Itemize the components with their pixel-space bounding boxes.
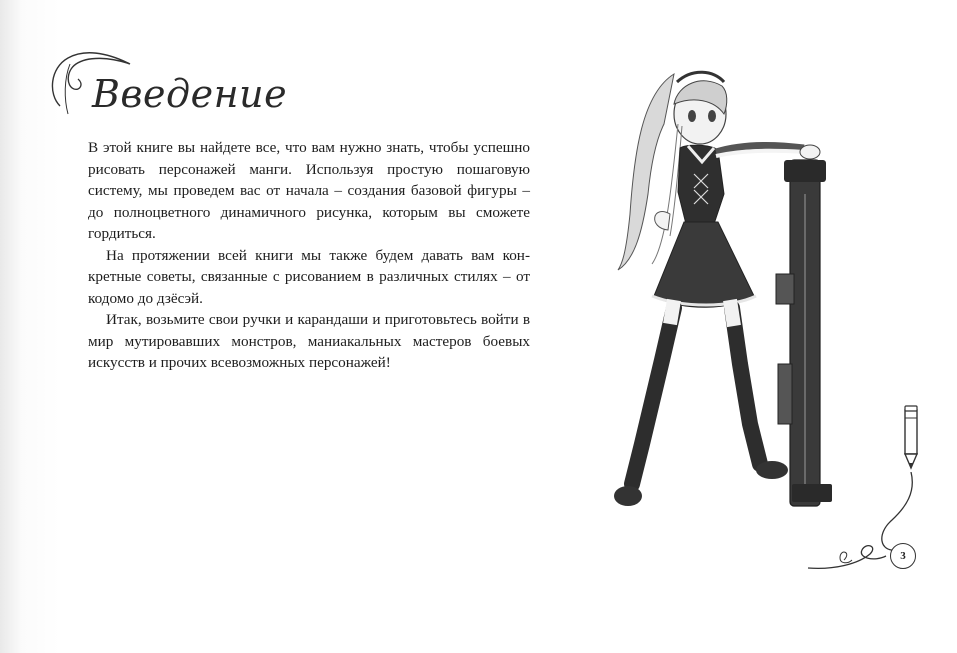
paragraph-3: Итак, возьмите свои ручки и карандаши и приготовьтесь войти в мир мутировавших монстров, маниакальных мастеров боевых искусств и прочих всевозможных персонажей! (88, 311, 530, 371)
paragraph-2: На протяжении всей книги мы также будем давать вам конкретные советы, связанные с рисованием в различных стилях – от кодомо до дзёсэй. (88, 246, 530, 307)
page-number-flourish-icon (804, 472, 944, 582)
pencil-icon (896, 404, 926, 476)
paragraph-1: В этой книге вы найдете все, что вам нужно знать, чтобы успешно рисовать персонажей манги. Используя простую пошаговую систему, мы проведем вас от начала – создания базовой фигуры – до полноцветного динамичного рисунка, которым вы сможете гордиться. (88, 139, 530, 242)
page-number: 3 (890, 543, 916, 569)
body-text (88, 137, 530, 374)
page-title: Введение (92, 72, 288, 116)
manga-character-illustration (582, 64, 842, 524)
